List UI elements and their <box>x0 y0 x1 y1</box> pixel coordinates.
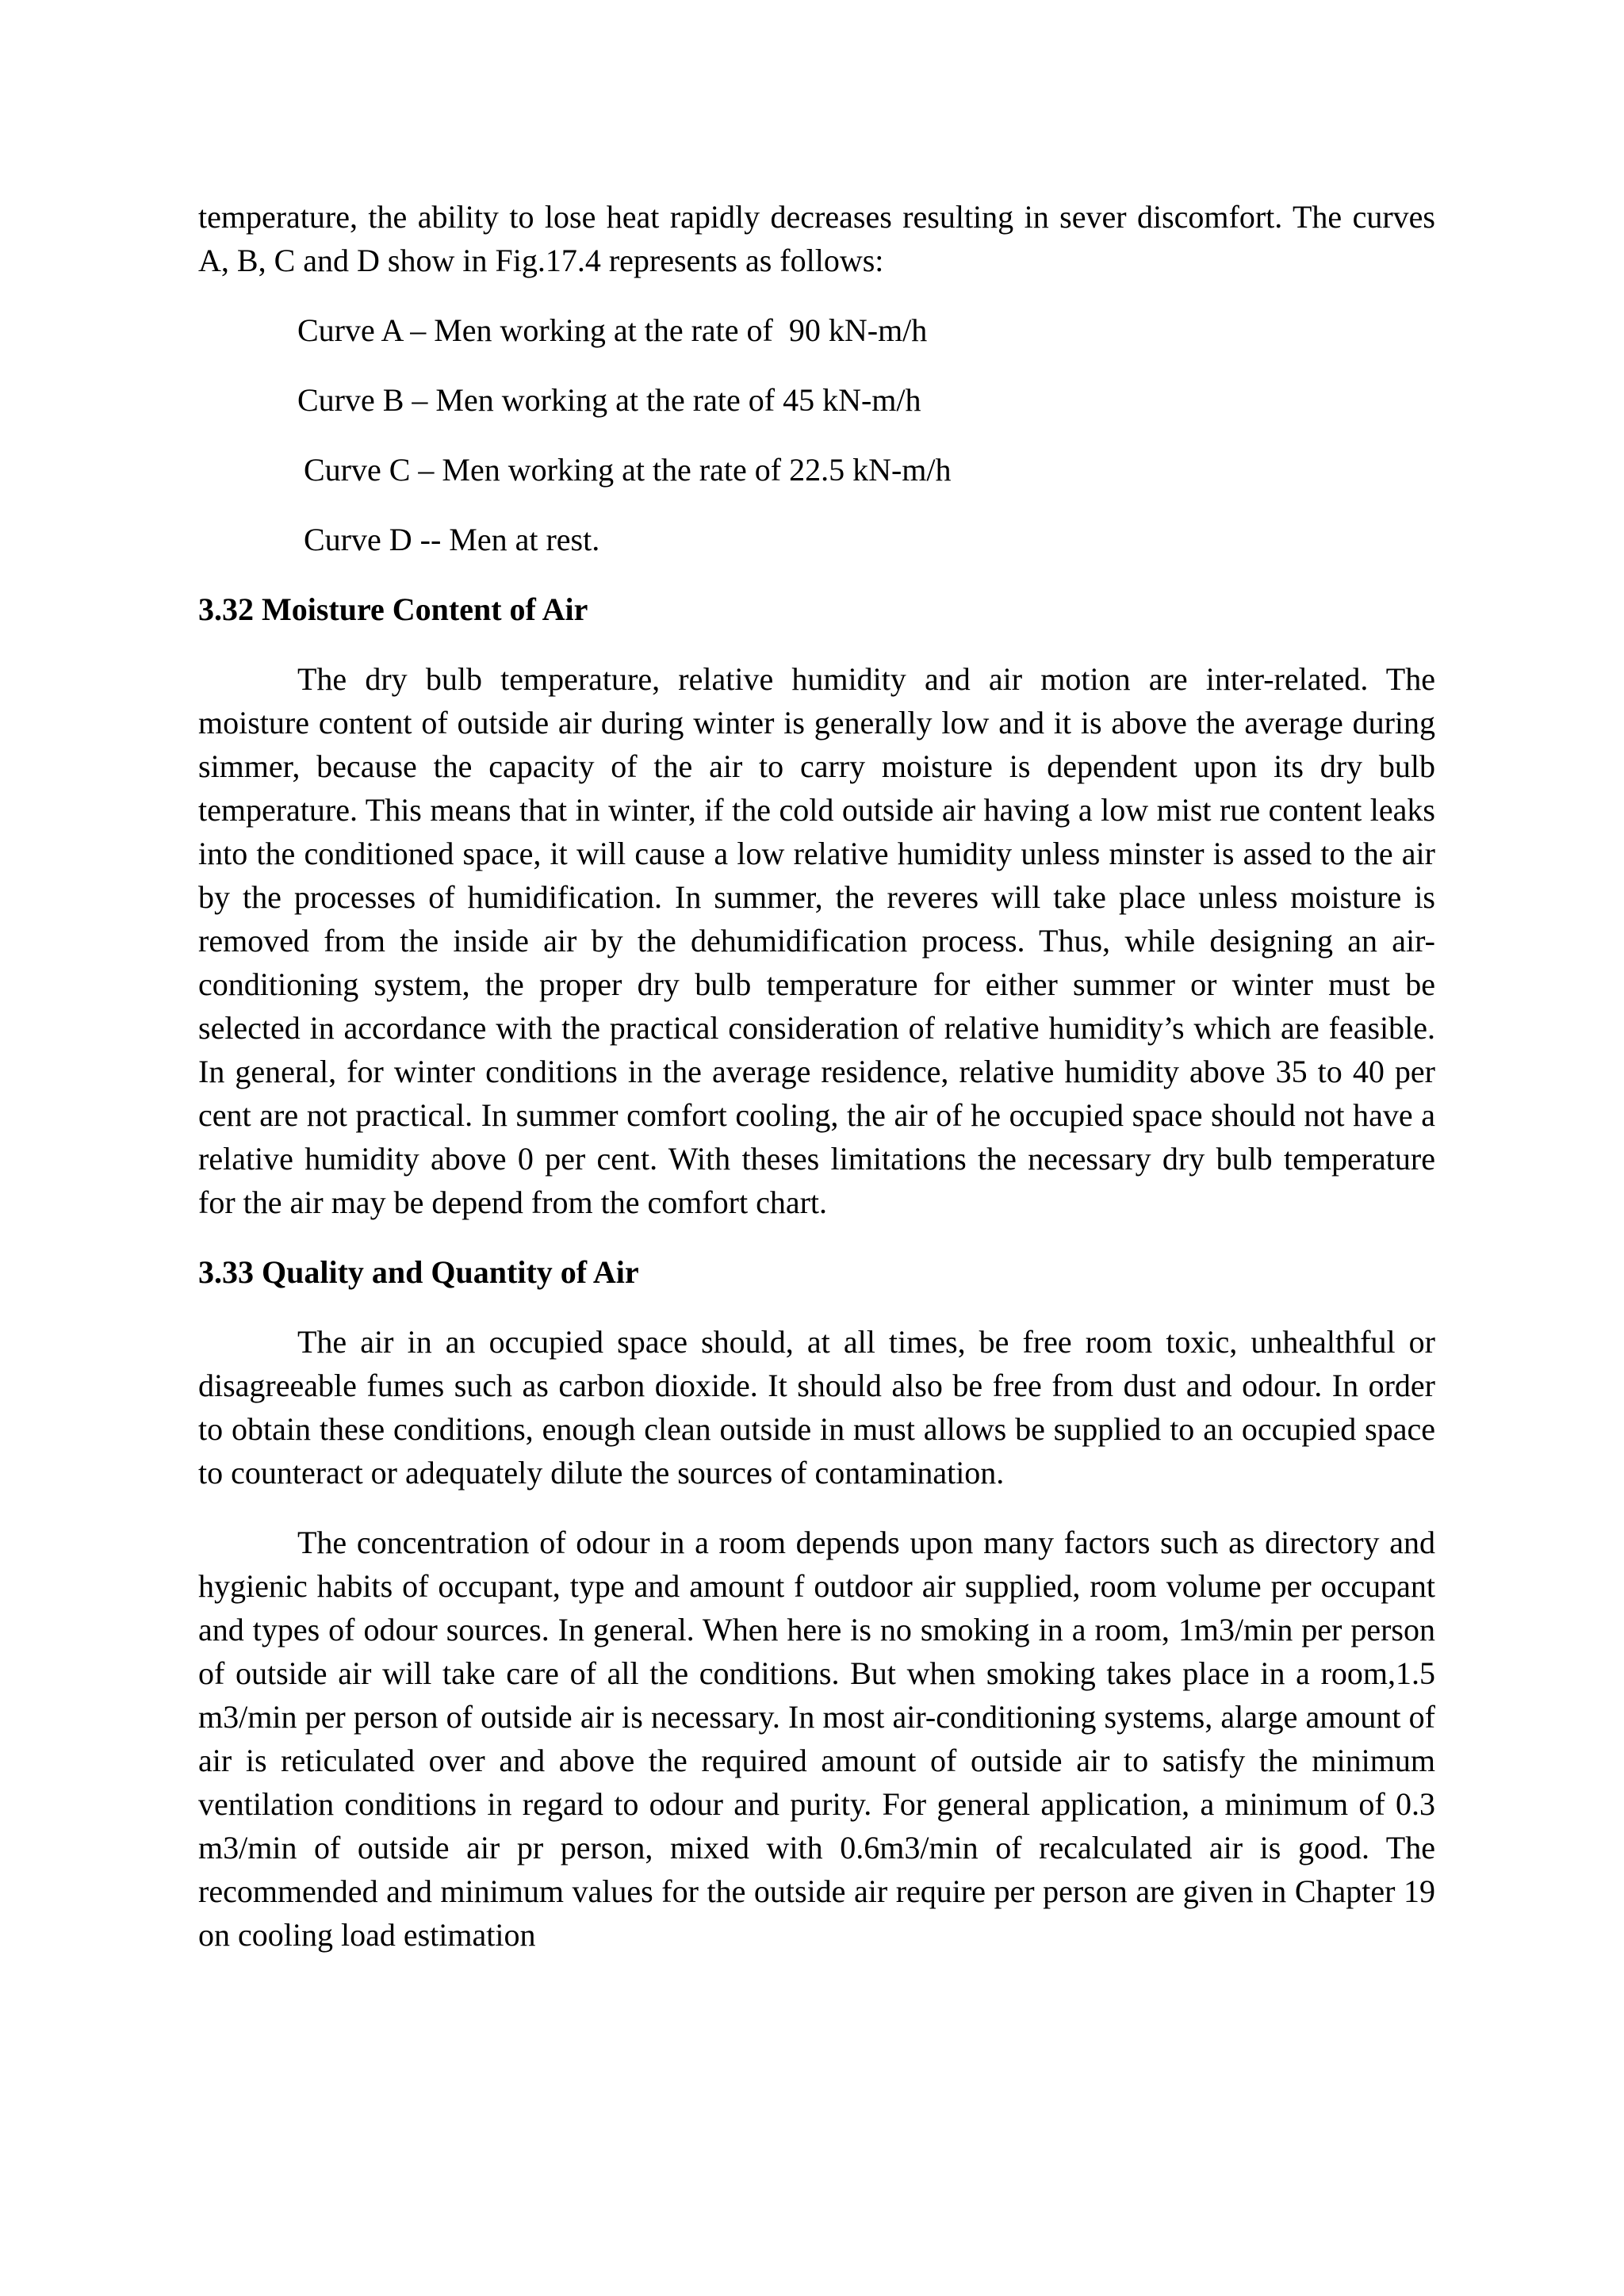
document-page <box>198 195 1435 1957</box>
section-333-paragraph-2: The concentration of odour in a room depends upon many factors such as directory and hygienic habits of occupant, type and amount f outdoor air supplied, room volume per occupant and types of odour sources. In general. When here is no smoking in a room, 1m3/min per person of outside air will take care of all the conditions. But when smoking takes place in a room,1.5 m3/min per person of outside air is necessary. In most air-conditioning systems, alarge amount of air is reticulated over and above the required amount of outside air to satisfy the minimum ventilation conditions in regard to odour and purity. For general application, a minimum of 0.3 m3/min of outside air pr person, mixed with 0.6m3/min of recalculated air is good. The recommended and minimum values for the outside air require per person are given in Chapter 19 on cooling load estimation <box>198 1525 1435 1953</box>
curve-a-line: Curve A – Men working at the rate of 90 kN-m/h <box>297 312 928 348</box>
section-332-paragraph: The dry bulb temperature, relative humidity and air motion are inter-related. The moisture content of outside air during winter is generally low and it is above the average during simmer, because the capacity of the air to carry moisture is dependent upon its dry bulb temperature. This means that in winter, if the cold outside air having a low mist rue content leaks into the conditioned space, it will cause a low relative humidity unless minster is assed to the air by the processes of humidification. In summer, the reveres will take place unless moisture is removed from the inside air by the dehumidification process. Thus, while designing an air-conditioning system, the proper dry bulb temperature for either summer or winter must be selected in accordance with the practical consideration of relative humidity’s which are feasible. In general, for winter conditions in the average residence, relative humidity above 35 to 40 per cent are not practical. In summer comfort cooling, the air of he occupied space should not have a relative humidity above 0 per cent. With theses limitations the necessary dry bulb temperature for the air may be depend from the comfort chart. <box>198 661 1435 1220</box>
section-332-heading: 3.32 Moisture Content of Air <box>198 591 588 627</box>
curve-b-line: Curve B – Men working at the rate of 45 kN-m/h <box>297 382 921 418</box>
curve-list <box>198 308 1435 561</box>
curve-c-line: Curve C – Men working at the rate of 22.5 kN-m/h <box>304 452 952 488</box>
section-333-heading: 3.33 Quality and Quantity of Air <box>198 1254 639 1290</box>
curve-d-line: Curve D -- Men at rest. <box>304 522 600 557</box>
section-333-paragraph-1: The air in an occupied space should, at all times, be free room toxic, unhealthful or disagreeable fumes such as carbon dioxide. It should also be free from dust and odour. In order to obtain these conditions, enough clean outside in must allows be supplied to an occupied space to counteract or adequately dilute the sources of contamination. <box>198 1324 1435 1490</box>
intro-paragraph: temperature, the ability to lose heat rapidly decreases resulting in sever discomfort. The curves A, B, C and D show in Fig.17.4 represents as follows: <box>198 199 1435 278</box>
